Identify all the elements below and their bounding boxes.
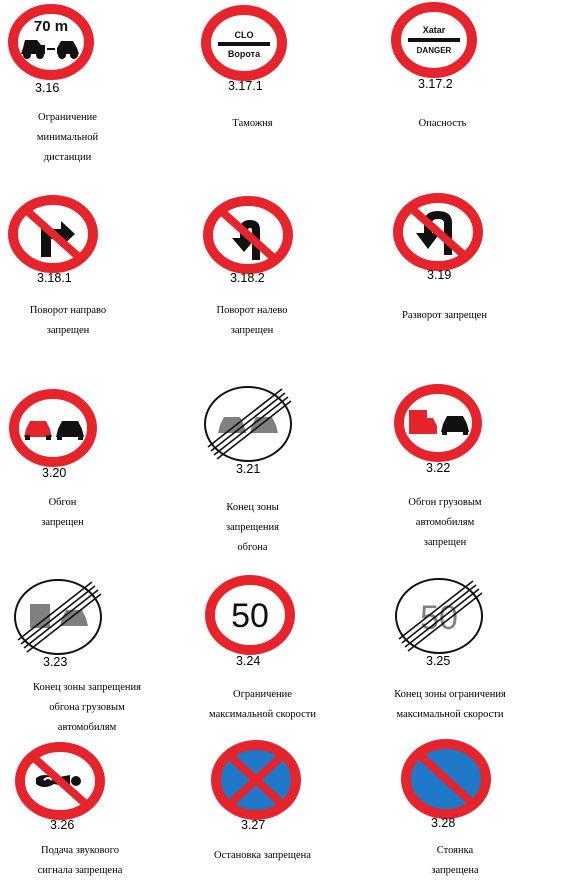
sign-caption: Ограничение минимальной дистанции — [36, 112, 99, 163]
sign-caption: Конец зоны запрещения обгона — [225, 502, 279, 553]
sign-code: 3.18.2 — [230, 271, 265, 285]
sign-code: 3.20 — [42, 466, 67, 480]
no-truck-overtaking-sign-icon — [393, 384, 483, 462]
sign-caption: Таможня — [232, 118, 273, 129]
sign-code: 3.28 — [431, 816, 456, 830]
sign-code: 3.25 — [426, 654, 451, 668]
sign-label: 50 — [420, 599, 458, 637]
end-no-truck-overtaking-sign-icon — [12, 578, 104, 656]
no-stopping-sign-icon — [210, 740, 302, 820]
sign-caption: Обгон грузовым автомобилям запрещен — [408, 497, 482, 548]
sign-label: 50 — [231, 597, 269, 635]
sign-code: 3.19 — [427, 268, 452, 282]
sign-label-top: CLO — [234, 30, 254, 40]
sign-caption: Стоянка запрещена — [431, 845, 479, 876]
sign-code: 3.16 — [35, 81, 60, 95]
no-horn-sign-icon — [14, 742, 106, 820]
customs-sign-icon — [200, 5, 288, 81]
sign-code: 3.18.1 — [37, 271, 72, 285]
danger-sign-icon — [390, 2, 478, 78]
sign-caption: Разворот запрещен — [402, 310, 487, 321]
sign-caption: Поворот направо запрещен — [29, 305, 107, 336]
sign-code: 3.17.1 — [228, 79, 263, 93]
sign-code: 3.27 — [241, 818, 266, 832]
sign-label: 70 m — [33, 18, 69, 35]
sign-caption: Остановка запрещена — [214, 850, 311, 861]
sign-caption: Конец зоны запрещения обгона грузовым автомобилям — [33, 682, 141, 733]
sign-code: 3.24 — [236, 654, 261, 668]
no-overtaking-sign-icon — [8, 389, 98, 467]
sign-label-top: Xatar — [422, 25, 446, 35]
sign-caption: Опасность — [418, 118, 467, 129]
no-left-turn-sign-icon — [202, 196, 294, 274]
sign-caption: Подача звукового сигнала запрещена — [37, 845, 123, 876]
no-parking-sign-icon — [400, 739, 492, 819]
speed-limit-sign-icon — [204, 575, 296, 655]
no-u-turn-sign-icon — [392, 193, 484, 271]
sign-code: 3.21 — [236, 462, 261, 476]
sign-code: 3.23 — [43, 655, 68, 669]
sign-label-bottom: DANGER — [416, 46, 452, 55]
min-distance-sign-icon — [7, 4, 95, 80]
sign-code: 3.17.2 — [418, 77, 453, 91]
sign-code: 3.26 — [50, 818, 75, 832]
sign-code: 3.22 — [426, 461, 451, 475]
sign-caption: Поворот налево запрещен — [216, 305, 288, 336]
sign-caption: Обгон запрещен — [41, 497, 84, 528]
sign-caption: Конец зоны ограничения максимальной скорости — [394, 689, 506, 720]
sign-caption: Ограничение максимальной скорости — [209, 689, 316, 720]
sign-label-bottom: Ворота — [227, 49, 261, 59]
no-right-turn-sign-icon — [7, 195, 99, 273]
end-no-overtaking-sign-icon — [202, 385, 294, 463]
end-speed-limit-sign-icon — [393, 577, 485, 655]
